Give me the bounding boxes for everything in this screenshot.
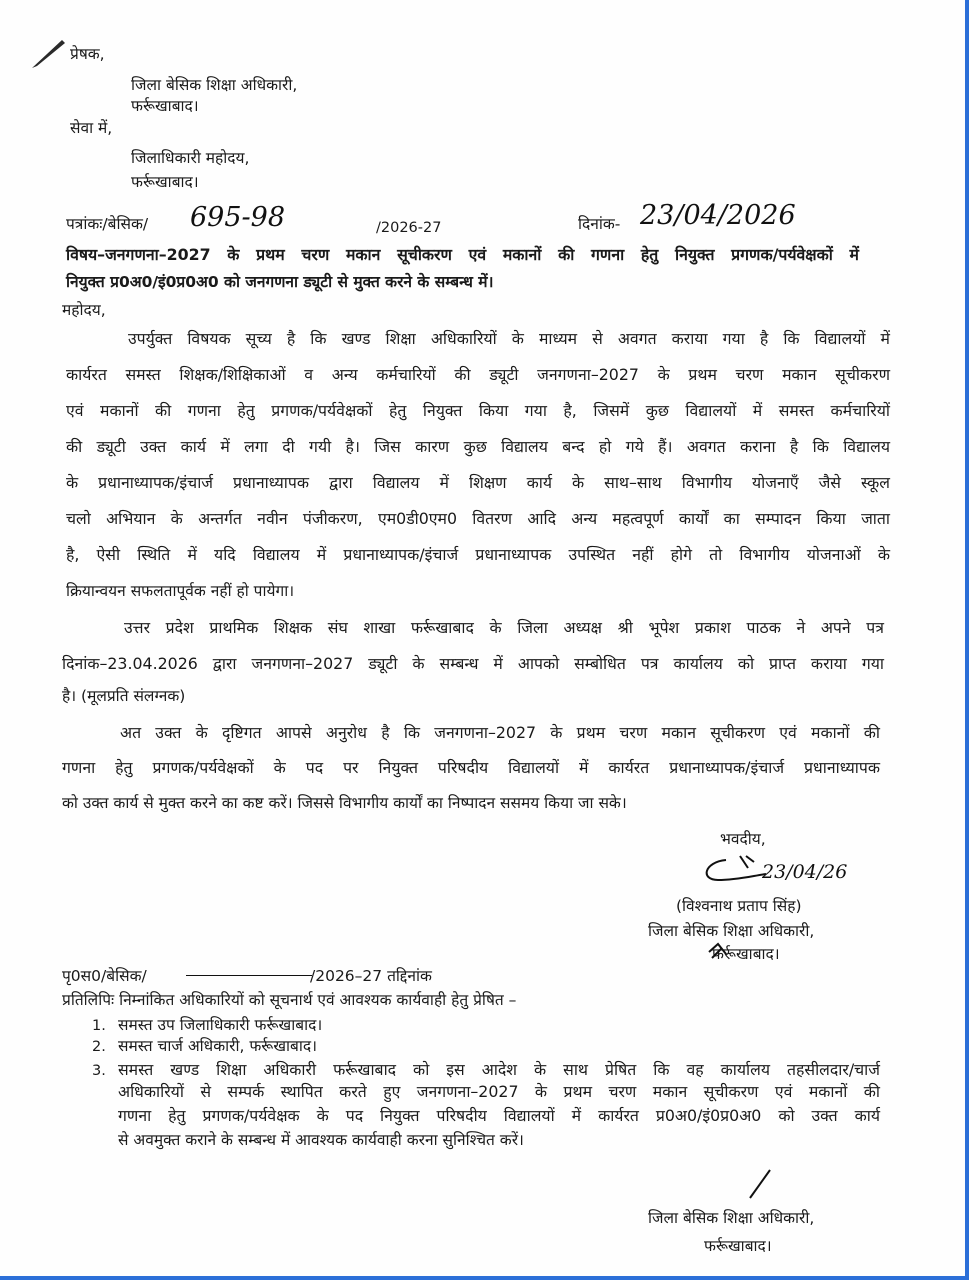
ref-number-handwritten: 695-98: [190, 202, 286, 233]
sender-line1: जिला बेसिक शिक्षा अधिकारी,: [131, 76, 298, 94]
closing: भवदीय,: [720, 830, 766, 848]
subject-line2: नियुक्त प्र0अ0/इं0प्र0अ0 को जनगणना ड्यूटी से मुक्त करने के सम्बन्ध में।: [66, 273, 494, 291]
para3-line: को उक्त कार्य से मुक्त करने का कष्ट करें। जिससे विभागीय कार्यों का निष्पादन ससमय किया जा सके।: [62, 794, 627, 812]
copy-intro: प्रतिलिपिः निम्नांकित अधिकारियों को सूचनार्थ एवं आवश्यक कार्यवाही हेतु प्रेषित –: [62, 991, 517, 1009]
copy-item-text: अधिकारियों से सम्पर्क स्थापित करते हुए जनगणना–2027 के प्रथम चरण मकान सूचीकरण एवं मकानों की: [118, 1082, 880, 1101]
para1-line: है, ऐसी स्थिति में यदि विद्यालय में प्रधानाध्यापक/इंचार्ज प्रधानाध्यापक उपस्थित नहीं होगे तो विभागीय योजनाओं के: [66, 545, 890, 564]
para1-line: एवं मकानों की गणना हेतु प्रगणक/पर्यवेक्षकों हेतु नियुक्त किया गया है, जिसमें कुछ विद्यालयों में समस्त कर्मचारियों: [66, 401, 890, 420]
copy-item-num: 3.: [92, 1063, 106, 1079]
signatory-place: फर्रूखाबाद।: [712, 945, 780, 963]
footer-title: जिला बेसिक शिक्षा अधिकारी,: [648, 1209, 815, 1227]
date-handwritten: 23/04/2026: [640, 200, 796, 231]
copy-item-text: से अवमुक्त कराने के सम्बन्ध में आवश्यक कार्यवाही करना सुनिश्चित करें।: [118, 1131, 524, 1149]
signatory-name: (विश्वनाथ प्रताप सिंह): [676, 897, 802, 915]
ref-year: /2026-27: [376, 220, 442, 236]
copy-item-text: समस्त उप जिलाधिकारी फर्रूखाबाद।: [118, 1016, 323, 1034]
para1-line: कार्यरत समस्त शिक्षक/शिक्षिकाओं व अन्य कर्मचारियों की ड्यूटी जनगणना–2027 के प्रथम चरण मकान सूचीकरण: [66, 365, 890, 384]
copy-item-text: गणना हेतु प्रगणक/पर्यवेक्षक के पद नियुक्त परिषदीय विद्यालयों में कार्यरत प्र0अ0/इं0प्र0अ0 को उक्त कार्य: [118, 1106, 880, 1125]
para3-line: अत उक्त के दृष्टिगत आपसे अनुरोध है कि जनगणना–2027 के प्रथम चरण मकान सूचीकरण एवं मकानों की: [120, 723, 880, 742]
copy-item-text: समस्त खण्ड शिक्षा अधिकारी फर्रूखाबाद को इस आदेश के साथ प्रेषित कि वह कार्यालय तहसीलदार/चार्ज: [118, 1060, 880, 1079]
copy-ref-suffix: /2026–27 तद्दिनांक: [310, 967, 432, 985]
signature-date: 23/04/26: [762, 861, 848, 883]
footer-place: फर्रूखाबाद।: [704, 1237, 772, 1255]
recipient-line2: फर्रूखाबाद।: [131, 173, 199, 191]
para2-line: दिनांक–23.04.2026 द्वारा जनगणना–2027 ड्यूटी के सम्बन्ध में आपको सम्बोधित पत्र कार्यालय को प्राप्त कराया गया: [62, 654, 884, 673]
copy-ref-blank-line: [186, 975, 312, 976]
date-label: दिनांक-: [578, 215, 621, 233]
ref-prefix: पत्रांकः/बेसिक/: [66, 215, 149, 233]
copy-item-text: समस्त चार्ज अधिकारी, फर्रूखाबाद।: [118, 1037, 317, 1055]
recipient-line1: जिलाधिकारी महोदय,: [131, 149, 250, 167]
sender-line2: फर्रूखाबाद।: [131, 97, 199, 115]
copy-item-num: 2.: [92, 1039, 106, 1055]
strike-mark-icon: [706, 940, 730, 964]
recipient-label: सेवा में,: [70, 119, 113, 137]
para1-line: चलो अभियान के अन्तर्गत नवीन पंजीकरण, एम0डी0एम0 वितरण आदि अन्य महत्वपूर्ण कार्यों का सम्पादन किया जाता: [66, 509, 890, 528]
para1-line: के प्रधानाध्यापक/इंचार्ज प्रधानाध्यापक द्वारा विद्यालय में शिक्षण कार्य के साथ–साथ विभागीय योजनाएँ जैसे स्कूल: [66, 473, 890, 492]
para2-line: है। (मूलप्रति संलग्नक): [62, 687, 186, 705]
para2-line: उत्तर प्रदेश प्राथमिक शिक्षक संघ शाखा फर्रूखाबाद के जिला अध्यक्ष श्री भूपेश प्रकाश पाठक ने अपने पत्र: [124, 618, 884, 637]
pen-scribble-icon: [28, 36, 68, 70]
para3-line: गणना हेतु प्रगणक/पर्यवेक्षकों के पद पर नियुक्त परिषदीय विद्यालयों में कार्यरत प्रधानाध्यापक/इंचार्ज प्रधानाध्यापक: [62, 758, 880, 777]
signatory-title: जिला बेसिक शिक्षा अधिकारी,: [648, 922, 815, 940]
copy-ref-prefix: पृ0स0/बेसिक/: [62, 967, 147, 985]
subject-line1: विषय–जनगणना–2027 के प्रथम चरण मकान सूचीकरण एवं मकानों की गणना हेतु नियुक्त प्रगणक/पर्यवेक्षकों में: [66, 245, 859, 264]
para1-line: उपर्युक्त विषयक सूच्य है कि खण्ड शिक्षा अधिकारियों के माध्यम से अवगत कराया गया है कि विद्यालयों में: [128, 329, 890, 348]
para1-line: क्रियान्वयन सफलतापूर्वक नहीं हो पायेगा।: [66, 582, 295, 600]
para1-line: की ड्यूटी उक्त कार्य में लगा दी गयी है। जिस कारण कुछ विद्यालय बन्द हो गये हैं। अवगत कराना है कि विद्यालय: [66, 437, 890, 456]
footer-tick-icon: [744, 1168, 774, 1200]
copy-item-num: 1.: [92, 1018, 106, 1034]
sender-label: प्रेषक,: [70, 45, 105, 63]
salutation: महोदय,: [62, 301, 106, 319]
